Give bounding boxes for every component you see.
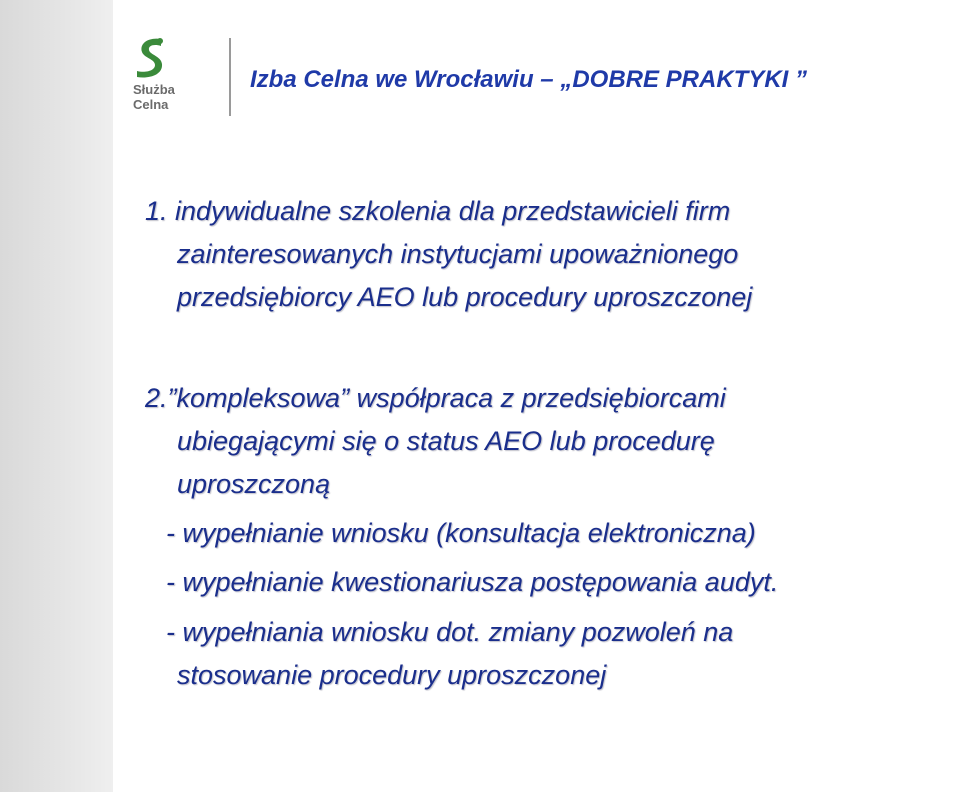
page-title: Izba Celna we Wrocławiu – „DOBRE PRAKTYKI ”: [250, 66, 807, 93]
sub-item-3-continuation: stosowanie procedury uproszczonej: [177, 660, 607, 690]
item1-line3: przedsiębiorcy AEO lub procedury uproszczonej: [177, 282, 753, 312]
sub-item-2: - wypełnianie kwestionariusza postępowania audyt.: [166, 567, 779, 597]
left-sidebar-band: [0, 0, 113, 792]
item2-line3: uproszczoną: [177, 469, 331, 499]
item2-line1: 2.”kompleksowa” współpraca z przedsiębiorcami: [145, 383, 726, 413]
sub-item-3: - wypełniania wniosku dot. zmiany pozwoleń na: [166, 617, 734, 647]
item2-line2: ubiegającymi się o status AEO lub procedurę: [177, 426, 715, 456]
item1-line2: zainteresowanych instytucjami upoważnionego: [177, 239, 739, 269]
sluzba-celna-logo: [133, 35, 193, 125]
sub-item-1: - wypełnianie wniosku (konsultacja elektroniczna): [166, 518, 756, 548]
logo-text-line2: Celna: [133, 97, 169, 112]
header-divider: [229, 38, 231, 116]
logo-emblem-icon: [133, 35, 167, 79]
logo-text-line1: Służba: [133, 82, 175, 97]
item1-line1: 1. indywidualne szkolenia dla przedstawicieli firm: [145, 196, 731, 226]
